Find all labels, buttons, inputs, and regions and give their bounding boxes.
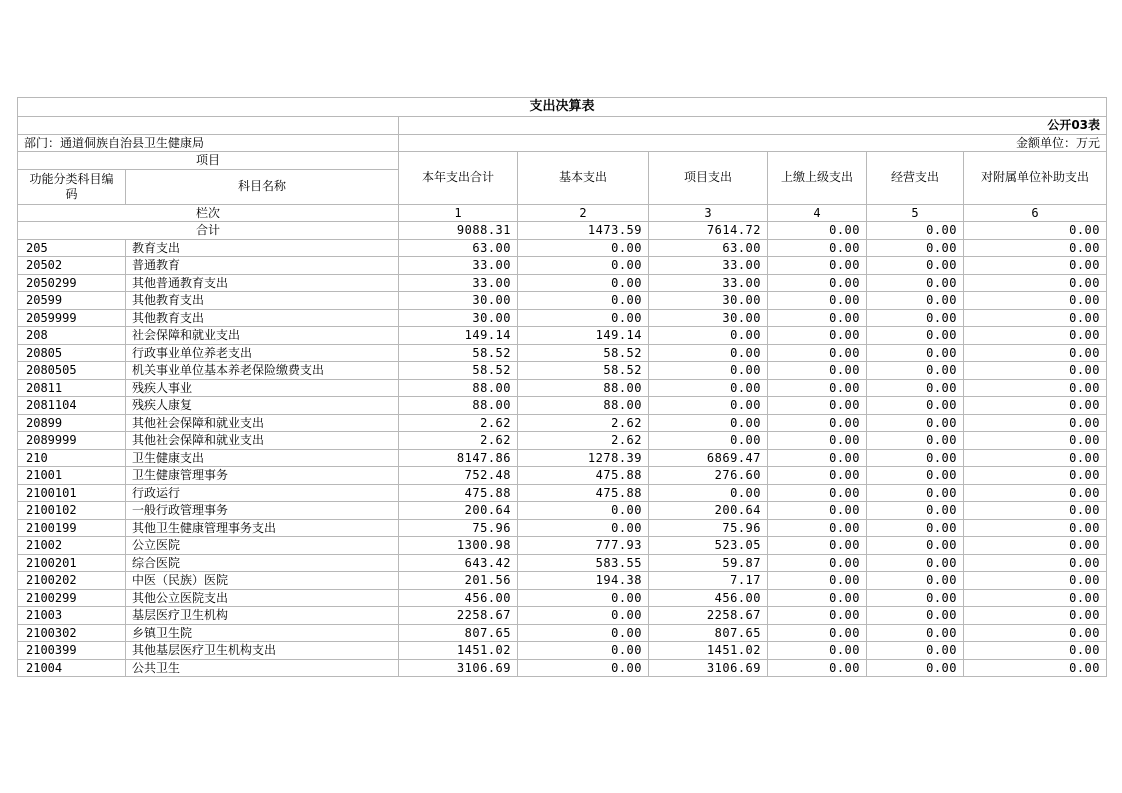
row-value-cell: 149.14 — [518, 327, 649, 345]
row-name: 其他卫生健康管理事务支出 — [126, 519, 399, 537]
row-value-cell: 807.65 — [399, 624, 518, 642]
row-value-cell: 0.00 — [867, 414, 964, 432]
row-value-cell: 0.00 — [768, 659, 867, 677]
row-value-cell: 456.00 — [399, 589, 518, 607]
row-value-cell: 0.00 — [964, 642, 1107, 660]
total-value-cell: 7614.72 — [649, 222, 768, 240]
name-header: 科目名称 — [126, 169, 399, 204]
row-value-cell: 0.00 — [964, 327, 1107, 345]
item-group-header: 项目 — [18, 152, 399, 170]
row-value-cell: 1278.39 — [518, 449, 649, 467]
total-value-cell: 0.00 — [964, 222, 1107, 240]
row-value-cell: 2.62 — [518, 414, 649, 432]
row-value-cell: 1451.02 — [649, 642, 768, 660]
row-value-cell: 201.56 — [399, 572, 518, 590]
column-index-cell: 6 — [964, 204, 1107, 222]
row-name: 行政运行 — [126, 484, 399, 502]
row-value-cell: 0.00 — [964, 239, 1107, 257]
table-row — [18, 257, 1107, 275]
row-value-cell: 30.00 — [399, 292, 518, 310]
table-row — [18, 624, 1107, 642]
row-name: 其他基层医疗卫生机构支出 — [126, 642, 399, 660]
row-code: 20899 — [18, 414, 126, 432]
row-value-cell: 7.17 — [649, 572, 768, 590]
total-value-cell: 1473.59 — [518, 222, 649, 240]
row-value-cell: 0.00 — [867, 659, 964, 677]
row-name: 乡镇卫生院 — [126, 624, 399, 642]
row-name: 综合医院 — [126, 554, 399, 572]
row-value-cell: 0.00 — [867, 467, 964, 485]
row-value-cell: 0.00 — [867, 642, 964, 660]
row-value-cell: 0.00 — [768, 572, 867, 590]
row-value-cell: 0.00 — [964, 344, 1107, 362]
table-row — [18, 397, 1107, 415]
row-name: 其他社会保障和就业支出 — [126, 432, 399, 450]
row-name: 一般行政管理事务 — [126, 502, 399, 520]
row-value-cell: 0.00 — [964, 484, 1107, 502]
row-value-cell: 33.00 — [649, 257, 768, 275]
row-value-cell: 0.00 — [867, 274, 964, 292]
row-value-cell: 0.00 — [649, 344, 768, 362]
row-value-cell: 33.00 — [399, 274, 518, 292]
row-value-cell: 0.00 — [768, 414, 867, 432]
business-header: 经营支出 — [867, 152, 964, 205]
row-value-cell: 33.00 — [399, 257, 518, 275]
row-value-cell: 0.00 — [964, 397, 1107, 415]
row-value-cell: 0.00 — [768, 484, 867, 502]
row-value-cell: 200.64 — [649, 502, 768, 520]
row-value-cell: 643.42 — [399, 554, 518, 572]
row-value-cell: 1300.98 — [399, 537, 518, 555]
row-code: 21002 — [18, 537, 126, 555]
row-name: 公共卫生 — [126, 659, 399, 677]
row-value-cell: 30.00 — [399, 309, 518, 327]
code-header: 功能分类科目编码 — [18, 169, 126, 204]
row-value-cell: 0.00 — [964, 659, 1107, 677]
row-value-cell: 0.00 — [518, 607, 649, 625]
row-value-cell: 0.00 — [518, 309, 649, 327]
row-value-cell: 58.52 — [399, 362, 518, 380]
row-code: 210 — [18, 449, 126, 467]
row-value-cell: 6869.47 — [649, 449, 768, 467]
row-name: 其他教育支出 — [126, 309, 399, 327]
row-value-cell: 0.00 — [649, 484, 768, 502]
row-code: 2089999 — [18, 432, 126, 450]
row-value-cell: 88.00 — [518, 397, 649, 415]
row-name: 其他教育支出 — [126, 292, 399, 310]
row-value-cell: 88.00 — [399, 379, 518, 397]
row-value-cell: 30.00 — [649, 309, 768, 327]
table-row — [18, 484, 1107, 502]
row-value-cell: 0.00 — [964, 432, 1107, 450]
row-value-cell: 3106.69 — [399, 659, 518, 677]
row-code: 20502 — [18, 257, 126, 275]
total-label: 合计 — [18, 222, 399, 240]
row-value-cell: 475.88 — [518, 484, 649, 502]
column-index-cell: 3 — [649, 204, 768, 222]
project-header: 项目支出 — [649, 152, 768, 205]
row-value-cell: 0.00 — [964, 414, 1107, 432]
total-value-cell: 0.00 — [867, 222, 964, 240]
row-value-cell: 63.00 — [399, 239, 518, 257]
row-value-cell: 0.00 — [768, 519, 867, 537]
row-value-cell: 0.00 — [649, 414, 768, 432]
row-value-cell: 475.88 — [399, 484, 518, 502]
table-row — [18, 414, 1107, 432]
column-index-cell: 2 — [518, 204, 649, 222]
row-value-cell: 0.00 — [518, 239, 649, 257]
row-value-cell: 276.60 — [649, 467, 768, 485]
row-value-cell: 2.62 — [399, 432, 518, 450]
row-value-cell: 777.93 — [518, 537, 649, 555]
row-value-cell: 0.00 — [768, 344, 867, 362]
row-value-cell: 0.00 — [964, 554, 1107, 572]
table-row — [18, 274, 1107, 292]
table-row — [18, 327, 1107, 345]
subsidy-header: 对附属单位补助支出 — [964, 152, 1107, 205]
row-value-cell: 0.00 — [964, 274, 1107, 292]
row-value-cell: 0.00 — [867, 257, 964, 275]
row-name: 教育支出 — [126, 239, 399, 257]
row-name: 普通教育 — [126, 257, 399, 275]
row-code: 20599 — [18, 292, 126, 310]
row-code: 2100399 — [18, 642, 126, 660]
table-title: 支出决算表 — [18, 98, 1107, 117]
row-value-cell: 0.00 — [867, 449, 964, 467]
row-code: 2100201 — [18, 554, 126, 572]
row-name: 残疾人康复 — [126, 397, 399, 415]
row-code: 21004 — [18, 659, 126, 677]
table-row — [18, 537, 1107, 555]
row-value-cell: 0.00 — [867, 607, 964, 625]
row-value-cell: 3106.69 — [649, 659, 768, 677]
table-row — [18, 292, 1107, 310]
basic-header: 基本支出 — [518, 152, 649, 205]
row-value-cell: 0.00 — [768, 607, 867, 625]
table-row — [18, 449, 1107, 467]
row-value-cell: 0.00 — [768, 257, 867, 275]
table-row — [18, 502, 1107, 520]
row-value-cell: 0.00 — [964, 589, 1107, 607]
row-value-cell: 149.14 — [399, 327, 518, 345]
row-value-cell: 0.00 — [964, 292, 1107, 310]
row-name: 卫生健康支出 — [126, 449, 399, 467]
row-value-cell: 2.62 — [518, 432, 649, 450]
row-code: 20805 — [18, 344, 126, 362]
row-value-cell: 88.00 — [399, 397, 518, 415]
row-value-cell: 0.00 — [867, 397, 964, 415]
row-value-cell: 0.00 — [518, 659, 649, 677]
row-value-cell: 0.00 — [649, 397, 768, 415]
row-name: 社会保障和就业支出 — [126, 327, 399, 345]
table-row — [18, 362, 1107, 380]
row-name: 公立医院 — [126, 537, 399, 555]
row-value-cell: 0.00 — [867, 537, 964, 555]
row-value-cell: 0.00 — [964, 537, 1107, 555]
table-row — [18, 309, 1107, 327]
expenditure-sheet — [17, 97, 1106, 677]
row-code: 2100202 — [18, 572, 126, 590]
row-value-cell: 0.00 — [518, 519, 649, 537]
row-value-cell: 0.00 — [768, 589, 867, 607]
row-value-cell: 0.00 — [867, 379, 964, 397]
row-value-cell: 8147.86 — [399, 449, 518, 467]
row-value-cell: 75.96 — [649, 519, 768, 537]
column-index-cell: 1 — [399, 204, 518, 222]
row-value-cell: 0.00 — [768, 642, 867, 660]
row-value-cell: 0.00 — [867, 292, 964, 310]
row-value-cell: 0.00 — [518, 274, 649, 292]
row-value-cell: 0.00 — [964, 572, 1107, 590]
row-value-cell: 0.00 — [964, 379, 1107, 397]
row-value-cell: 0.00 — [867, 362, 964, 380]
row-value-cell: 0.00 — [867, 309, 964, 327]
row-value-cell: 63.00 — [649, 239, 768, 257]
column-index-cell: 5 — [867, 204, 964, 222]
row-value-cell: 0.00 — [768, 432, 867, 450]
table-row — [18, 344, 1107, 362]
row-value-cell: 0.00 — [867, 624, 964, 642]
row-value-cell: 2258.67 — [399, 607, 518, 625]
row-value-cell: 2258.67 — [649, 607, 768, 625]
row-value-cell: 0.00 — [768, 502, 867, 520]
unit-label: 金额单位：万元 — [399, 134, 1107, 152]
row-name: 基层医疗卫生机构 — [126, 607, 399, 625]
row-code: 2100101 — [18, 484, 126, 502]
row-value-cell: 752.48 — [399, 467, 518, 485]
row-value-cell: 0.00 — [518, 292, 649, 310]
column-index-cell: 4 — [768, 204, 867, 222]
row-code: 2100299 — [18, 589, 126, 607]
row-code: 2100102 — [18, 502, 126, 520]
row-value-cell: 0.00 — [964, 362, 1107, 380]
row-name: 其他普通教育支出 — [126, 274, 399, 292]
row-code: 21003 — [18, 607, 126, 625]
form-number: 公开03表 — [399, 117, 1107, 135]
row-code: 2050299 — [18, 274, 126, 292]
row-value-cell: 583.55 — [518, 554, 649, 572]
row-name: 中医（民族）医院 — [126, 572, 399, 590]
row-value-cell: 0.00 — [867, 239, 964, 257]
row-value-cell: 0.00 — [964, 309, 1107, 327]
row-value-cell: 58.52 — [518, 362, 649, 380]
row-value-cell: 0.00 — [768, 274, 867, 292]
row-value-cell: 0.00 — [768, 449, 867, 467]
row-value-cell: 0.00 — [768, 362, 867, 380]
row-value-cell: 0.00 — [768, 624, 867, 642]
table-row — [18, 589, 1107, 607]
row-value-cell: 0.00 — [964, 467, 1107, 485]
row-code: 21001 — [18, 467, 126, 485]
row-value-cell: 0.00 — [518, 589, 649, 607]
department-label: 部门：通道侗族自治县卫生健康局 — [18, 134, 399, 152]
row-code: 2100199 — [18, 519, 126, 537]
upper-header: 上缴上级支出 — [768, 152, 867, 205]
row-value-cell: 0.00 — [964, 519, 1107, 537]
total-header: 本年支出合计 — [399, 152, 518, 205]
row-code: 208 — [18, 327, 126, 345]
row-value-cell: 0.00 — [964, 257, 1107, 275]
row-value-cell: 0.00 — [768, 292, 867, 310]
row-value-cell: 0.00 — [518, 502, 649, 520]
row-value-cell: 475.88 — [518, 467, 649, 485]
row-value-cell: 0.00 — [867, 344, 964, 362]
row-value-cell: 75.96 — [399, 519, 518, 537]
row-value-cell: 0.00 — [867, 502, 964, 520]
table-row — [18, 554, 1107, 572]
row-code: 20811 — [18, 379, 126, 397]
table-row — [18, 607, 1107, 625]
row-value-cell: 0.00 — [867, 432, 964, 450]
row-name: 行政事业单位养老支出 — [126, 344, 399, 362]
row-value-cell: 0.00 — [768, 379, 867, 397]
row-value-cell: 88.00 — [518, 379, 649, 397]
row-value-cell: 0.00 — [867, 554, 964, 572]
table-row — [18, 432, 1107, 450]
row-value-cell: 0.00 — [518, 257, 649, 275]
row-value-cell: 0.00 — [768, 537, 867, 555]
row-name: 其他社会保障和就业支出 — [126, 414, 399, 432]
row-value-cell: 0.00 — [768, 467, 867, 485]
row-value-cell: 0.00 — [768, 397, 867, 415]
row-value-cell: 0.00 — [964, 607, 1107, 625]
row-code: 205 — [18, 239, 126, 257]
column-index-label: 栏次 — [18, 204, 399, 222]
row-value-cell: 0.00 — [964, 502, 1107, 520]
row-value-cell: 0.00 — [867, 327, 964, 345]
row-value-cell: 58.52 — [518, 344, 649, 362]
row-value-cell: 59.87 — [649, 554, 768, 572]
row-value-cell: 0.00 — [649, 432, 768, 450]
row-value-cell: 0.00 — [768, 239, 867, 257]
row-code: 2081104 — [18, 397, 126, 415]
row-code: 2100302 — [18, 624, 126, 642]
row-value-cell: 0.00 — [649, 362, 768, 380]
table-row — [18, 642, 1107, 660]
total-value-cell: 0.00 — [768, 222, 867, 240]
row-value-cell: 58.52 — [399, 344, 518, 362]
row-value-cell: 0.00 — [867, 572, 964, 590]
row-value-cell: 456.00 — [649, 589, 768, 607]
row-value-cell: 0.00 — [518, 624, 649, 642]
row-code: 2080505 — [18, 362, 126, 380]
row-name: 卫生健康管理事务 — [126, 467, 399, 485]
row-name: 其他公立医院支出 — [126, 589, 399, 607]
row-value-cell: 0.00 — [518, 642, 649, 660]
row-value-cell: 200.64 — [399, 502, 518, 520]
table-row — [18, 519, 1107, 537]
row-value-cell: 30.00 — [649, 292, 768, 310]
row-value-cell: 0.00 — [649, 379, 768, 397]
table-row — [18, 239, 1107, 257]
row-value-cell: 0.00 — [768, 554, 867, 572]
row-value-cell: 194.38 — [518, 572, 649, 590]
total-value-cell: 9088.31 — [399, 222, 518, 240]
table-row — [18, 379, 1107, 397]
row-value-cell: 0.00 — [649, 327, 768, 345]
row-value-cell: 0.00 — [768, 327, 867, 345]
row-value-cell: 0.00 — [867, 519, 964, 537]
row-value-cell: 0.00 — [867, 589, 964, 607]
row-code: 2059999 — [18, 309, 126, 327]
table-row — [18, 467, 1107, 485]
row-name: 机关事业单位基本养老保险缴费支出 — [126, 362, 399, 380]
row-value-cell: 0.00 — [964, 449, 1107, 467]
table-row — [18, 572, 1107, 590]
row-name: 残疾人事业 — [126, 379, 399, 397]
row-value-cell: 807.65 — [649, 624, 768, 642]
row-value-cell: 2.62 — [399, 414, 518, 432]
row-value-cell: 0.00 — [768, 309, 867, 327]
expenditure-table — [17, 97, 1107, 677]
row-value-cell: 33.00 — [649, 274, 768, 292]
row-value-cell: 523.05 — [649, 537, 768, 555]
row-value-cell: 1451.02 — [399, 642, 518, 660]
row-value-cell: 0.00 — [964, 624, 1107, 642]
row-value-cell: 0.00 — [867, 484, 964, 502]
table-row — [18, 659, 1107, 677]
